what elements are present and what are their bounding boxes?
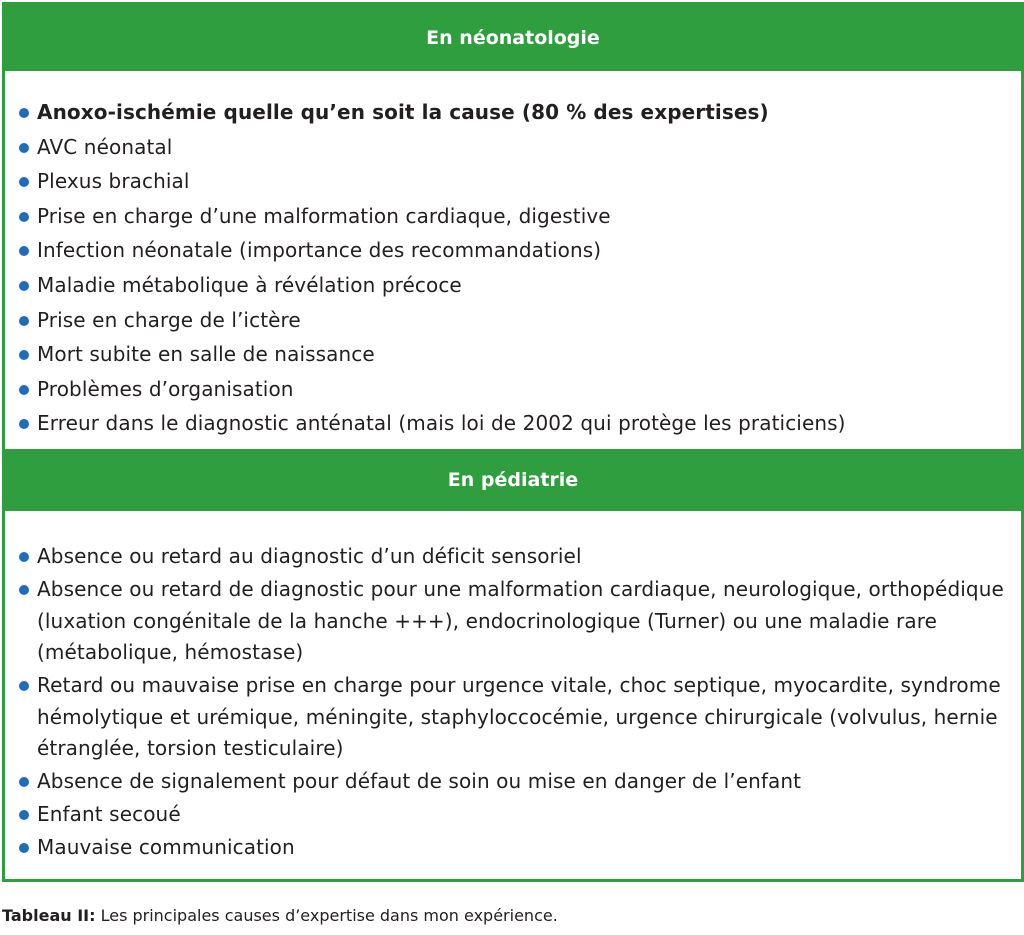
list-item-text: Prise en charge de l’ictère (37, 307, 301, 332)
list-item-text: Absence de signalement pour défaut de soin ou mise en danger de l’enfant (37, 769, 802, 794)
list-item-text: Maladie métabolique à révélation précoce (37, 272, 462, 297)
list-item (17, 303, 1009, 338)
list-item-text: AVC néonatal (37, 134, 173, 159)
bullet-icon (19, 143, 29, 153)
list-item-text: Mauvaise communication (37, 835, 295, 860)
list-item (17, 832, 1009, 864)
bullet-icon (19, 212, 29, 222)
bullet-icon (19, 681, 29, 691)
list-item-text: Absence ou retard au diagnostic d’un déficit sensoriel (37, 544, 582, 568)
list-item (17, 268, 1009, 303)
list-item-text: Absence ou retard de diagnostic pour une malformation cardiaque, neurologique, orthopédique (luxation congénitale de la hanche +++), endocrinologique (Turner) ou une maladie rare (métabolique, hémostase) (37, 577, 1004, 665)
bullet-icon (19, 810, 29, 820)
list-item (17, 766, 1009, 798)
bullet-icon (19, 350, 29, 360)
list-item (17, 541, 1009, 573)
list-item-text: Prise en charge d’une malformation cardiaque, digestive (37, 203, 611, 228)
neonatologie-list (17, 95, 1009, 441)
list-item (17, 233, 1009, 268)
bullet-icon (19, 316, 29, 326)
causes-table (2, 2, 1024, 882)
bullet-icon (19, 177, 29, 187)
bullet-icon (19, 246, 29, 256)
list-item-text: Problèmes d’organisation (37, 376, 294, 401)
bullet-icon (19, 777, 29, 787)
list-item (17, 574, 1009, 669)
list-item-text: Anoxo-ischémie quelle qu’en soit la cause (80 % des expertises) (37, 100, 769, 124)
bullet-icon (19, 585, 29, 595)
list-item (17, 372, 1009, 407)
bullet-icon (19, 385, 29, 395)
list-item (17, 799, 1009, 831)
bullet-icon (19, 843, 29, 853)
list-item-text: Retard ou mauvaise prise en charge pour urgence vitale, choc septique, myocardite, syndrome hémolytique et urémique, méningite, staphyloccocémie, urgence chirurgicale (volvulus, hernie étranglée, torsion testiculaire) (37, 673, 1001, 761)
bullet-icon (19, 419, 29, 429)
caption-label: Tableau II: (2, 906, 96, 925)
bullet-icon (19, 108, 29, 118)
list-item-text: Plexus brachial (37, 169, 190, 194)
table-caption (2, 906, 558, 925)
caption-text: Les principales causes d’expertise dans mon expérience. (95, 906, 558, 925)
section-body-neonatologie (5, 71, 1021, 449)
list-item-text: Erreur dans le diagnostic anténatal (mais loi de 2002 qui protège les praticiens) (37, 411, 846, 436)
list-item (17, 406, 1009, 441)
list-item (17, 130, 1009, 165)
bullet-icon (19, 552, 29, 562)
list-item-text: Enfant secoué (37, 802, 181, 827)
list-item (17, 95, 1009, 130)
section-header-pediatrie: En pédiatrie (5, 449, 1021, 511)
list-item (17, 164, 1009, 199)
list-item (17, 337, 1009, 372)
list-item (17, 670, 1009, 765)
section-header-neonatologie: En néonatologie (5, 5, 1021, 71)
section-body-pediatrie (5, 511, 1021, 879)
bullet-icon (19, 281, 29, 291)
pediatrie-list (17, 541, 1009, 864)
list-item-text: Mort subite en salle de naissance (37, 342, 375, 367)
list-item (17, 199, 1009, 234)
list-item-text: Infection néonatale (importance des recommandations) (37, 238, 602, 263)
